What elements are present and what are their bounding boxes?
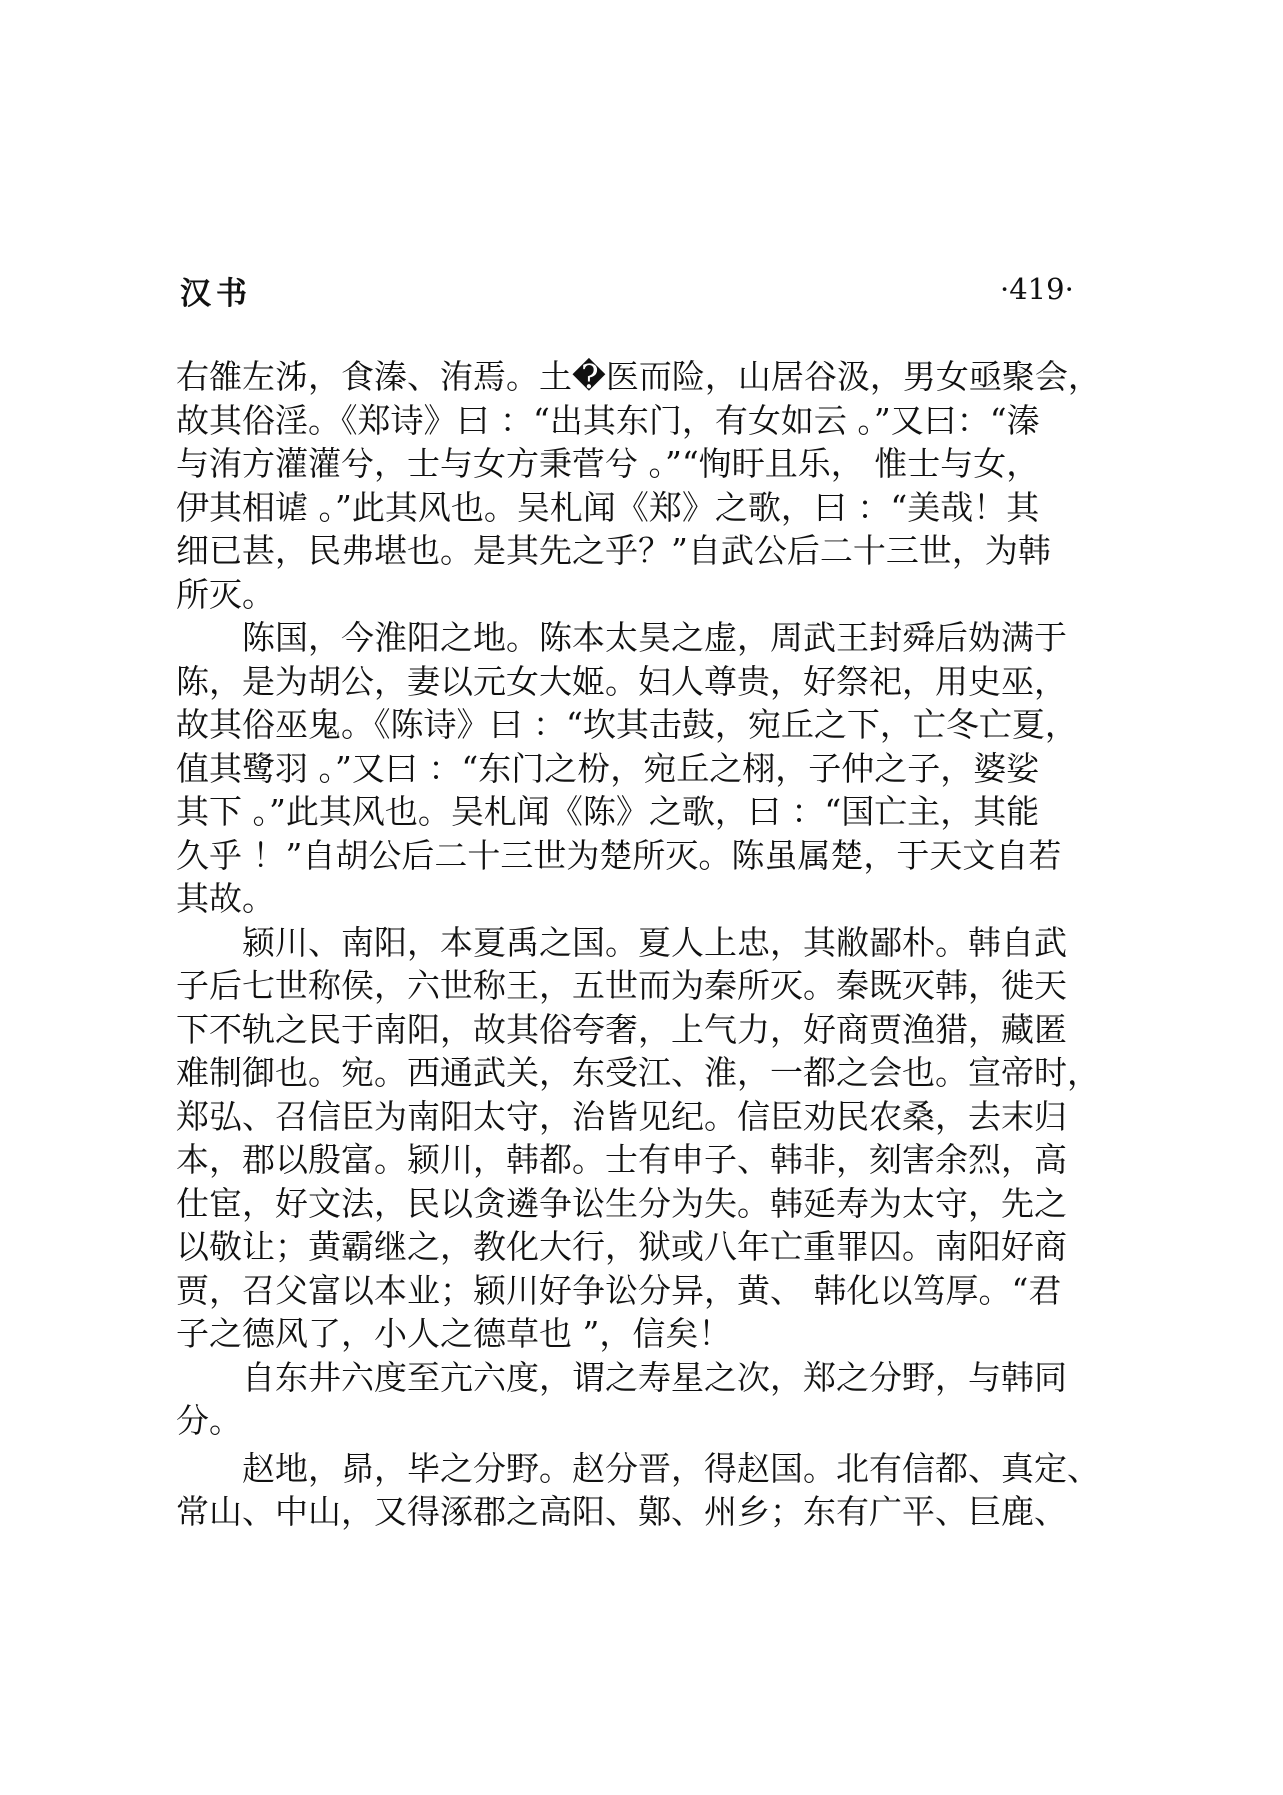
running-header-title: 汉书 [180,276,252,312]
text-line: 分。 [176,1401,242,1440]
text-line: 右雒左泲，食溱、洧焉。土�医而险，山居谷汲，男女亟聚会， [176,357,1101,396]
text-line: 赵地，昴，毕之分野。赵分晋，得赵国。北有信都、真定、 [242,1448,1100,1488]
text-line: 常山、中山，又得涿郡之高阳、鄚、州乡；东有广平、巨鹿、 [176,1492,1067,1531]
text-line: 自东井六度至亢六度，谓之寿星之次，郑之分野，与韩同 [242,1357,1067,1397]
text-line: 陈，是为胡公，妻以元女大姬。妇人尊贵，好祭祀，用史巫， [176,661,1067,701]
text-line: 贾，召父富以本业；颍川好争讼分异，黄、 韩化以笃厚。“君 [176,1270,1062,1310]
text-line: 故其俗淫。《郑诗》曰 ：“出其东门，有女如云 。”又曰：“溱 [176,400,1040,440]
text-line: 下不轨之民于南阳，故其俗夸奢，上气力，好商贾渔猎，藏匿 [176,1009,1067,1049]
text-line: 值其鹭羽 。”又曰 ：“东门之枌，宛丘之栩，子仲之子，婆娑 [176,748,1040,788]
text-line: 与洧方灌灌兮，士与女方秉菅兮 。”“恂盱且乐， 惟士与女， [176,444,1040,483]
page-number: ·419· [1000,272,1074,306]
text-line: 细已甚，民弗堪也。是其先之乎？”自武公后二十三世，为韩 [176,531,1051,570]
text-line: 所灭。 [176,574,275,614]
text-line: 难制御也。宛。西通武关，东受江、淮，一都之会也。宣帝时， [176,1053,1100,1092]
text-line: 故其俗巫鬼。《陈诗》曰 ：“坎其击鼓，宛丘之下，亡冬亡夏， [176,705,1078,744]
text-line: 陈国，今淮阳之地。陈本太昊之虚，周武王封舜后妫满于 [242,618,1067,657]
text-line: 以敬让；黄霸继之，教化大行，狱或八年亡重罪囚。南阳好商 [176,1227,1067,1266]
text-line: 久乎 ！”自胡公后二十三世为楚所灭。陈虽属楚，于天文自若 [176,835,1062,875]
text-line: 其故。 [176,879,275,918]
text-line: 仕宦，好文法，民以贪遴争讼生分为失。韩延寿为太守，先之 [176,1183,1067,1223]
text-line: 郑弘、召信臣为南阳太守，治皆见纪。信臣劝民农桑，去末归 [176,1096,1067,1136]
text-line: 颍川、南阳，本夏禹之国。夏人上忠，其敝鄙朴。韩自武 [242,922,1067,962]
text-line: 伊其相谑 。”此其风也。吴札闻《郑》之歌，曰 ：“美哉！其 [176,487,1040,527]
text-line: 本，郡以殷富。颍川，韩都。士有申子、韩非，刻害余烈，高 [176,1140,1067,1179]
body-text [176,355,1101,1534]
text-line: 其下 。”此其风也。吴札闻《陈》之歌，曰 ：“国亡主，其能 [176,792,1040,831]
text-line: 子之德风了，小人之德草也 ”，信矣！ [176,1314,732,1353]
text-line: 子后七世称侯，六世称王，五世而为秦所灭。秦既灭韩，徙天 [176,966,1067,1005]
